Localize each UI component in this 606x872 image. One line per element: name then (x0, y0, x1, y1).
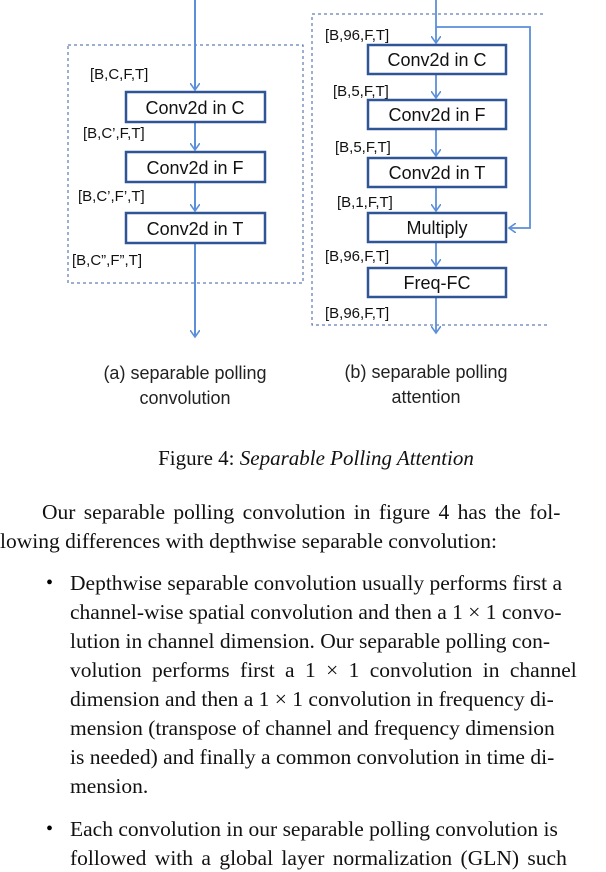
bullet-line: is needed) and finally a common convolution in time di- (70, 745, 555, 769)
bullet-line: Each convolution in our separable polling convolution is (70, 817, 558, 841)
block-label: Conv2d in C (145, 98, 245, 118)
caption-b-line1: (b) separable polling (344, 362, 508, 382)
block-label: Conv2d in C (387, 50, 487, 70)
shape-label: [B,5,F,T] (333, 83, 389, 100)
figure-title: Separable Polling Attention (239, 446, 474, 470)
block-label: Multiply (406, 218, 468, 238)
figure-label: Figure 4: (158, 446, 235, 470)
caption-a-line1: (a) separable polling (103, 363, 267, 383)
block-label: Conv2d in F (388, 105, 486, 125)
block-label: Freq-FC (403, 273, 471, 293)
shape-label: [B,96,F,T] (325, 27, 390, 44)
diagram-b (312, 0, 548, 407)
shape-label: [B,96,F,T] (325, 248, 390, 265)
diagram-a (68, 0, 303, 408)
caption-b-line2: attention (391, 387, 461, 407)
bullet-icon: • (46, 818, 54, 840)
shape-label: [B,96,F,T] (325, 305, 390, 322)
block-label: Conv2d in F (146, 158, 244, 178)
shape-label: [B,C’,F’,T] (78, 188, 145, 205)
bullet-line: followed with a global layer normalization (GLN) such (70, 846, 567, 870)
bullet-line: dimension and then a 1 × 1 convolution in frequency di- (70, 687, 554, 711)
figure-caption (0, 446, 606, 471)
shape-label: [B,1,F,T] (337, 194, 393, 211)
bullet-line: Depthwise separable convolution usually performs first a (70, 571, 562, 595)
caption-a-line2: convolution (139, 388, 231, 408)
paragraph-line: lowing differences with depthwise separable convolution: (0, 529, 497, 553)
shape-label: [B,C’,F,T] (83, 125, 145, 142)
paragraph-line: Our separable polling convolution in figure 4 has the fol- (42, 500, 561, 524)
shape-label: [B,C”,F”,T] (72, 252, 142, 269)
block-label: Conv2d in T (146, 219, 244, 239)
bullet-icon: • (46, 572, 54, 594)
shape-label: [B,5,F,T] (335, 139, 391, 156)
shape-label: [B,C,F,T] (90, 66, 149, 83)
bullet-line: mension (transpose of channel and frequency dimension (70, 716, 555, 740)
bullet-line: channel-wise spatial convolution and then a 1 × 1 convo- (70, 600, 562, 624)
bullet-line: volution performs first a 1 × 1 convolution in channel (70, 658, 577, 682)
block-label: Conv2d in T (388, 163, 486, 183)
bullet-line: lution in channel dimension. Our separable polling con- (70, 629, 551, 653)
bullet-line: mension. (70, 774, 149, 798)
figure-4-diagram (0, 0, 606, 430)
